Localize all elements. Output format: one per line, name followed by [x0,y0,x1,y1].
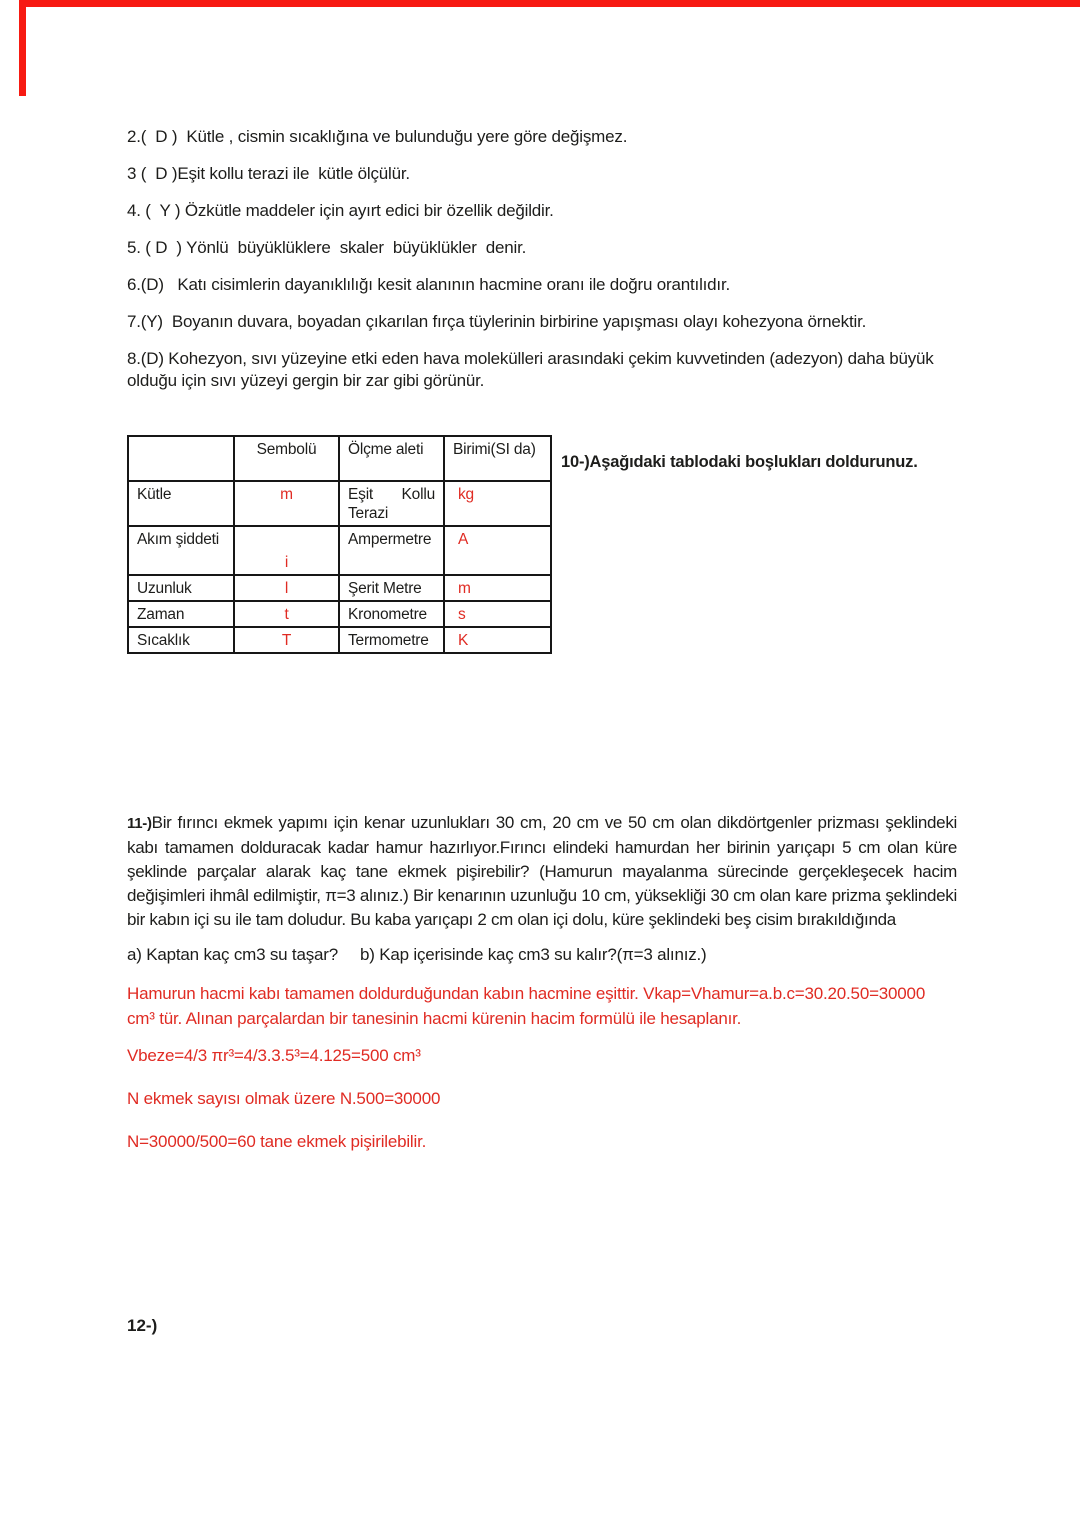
header-empty-cell [128,436,234,481]
table-row-length [128,575,551,601]
red-left-margin-line [19,0,26,96]
question-10-block [127,435,957,654]
question-11-paragraph [127,811,957,932]
question-11-number: 11-) [127,815,152,832]
instrument-cell: Ampermetre [339,526,444,575]
table-row-time [128,601,551,627]
table-header-row [128,436,551,481]
true-false-statements [127,126,957,392]
question-11 [127,811,957,965]
instrument-cell: Termometre [339,627,444,653]
question-11-subquestions [127,944,957,966]
statement-4: 4. ( Y ) Özkütle maddeler için ayırt edici bir özellik değildir. [127,201,554,220]
statement-3: 3 ( D )Eşit kollu terazi ile kütle ölçülür. [127,164,410,183]
header-symbol-cell: Sembolü [234,436,339,481]
answer-count-line: N ekmek sayısı olmak üzere N.500=30000 [127,1089,441,1108]
unit-answer-cell: m [444,575,551,601]
statement-8: 8.(D) Kohezyon, sıvı yüzeyine etki eden hava molekülleri arasındaki çekim kuvvetinden (adezyon) daha büyük olduğu için sıvı yüzeyi gergin bir zar gibi görünür. [127,349,939,390]
page-content [127,126,957,1337]
table-row-mass [128,481,551,526]
unit-answer-cell: A [444,526,551,575]
answer-solution-11 [127,981,957,1153]
answer-paragraph: Hamurun hacmi kabı tamamen doldurduğundan kabın hacmine eşittir. Vkap=Vhamur=a.b.c=30.20.50=30000 cm³ tür. Alınan parçalardan bir tanesinin hacmi kürenin hacim formülü ile hesaplanır. [127,984,926,1028]
question-11b: b) Kap içerisinde kaç cm3 su kalır?(π=3 alınız.) [360,945,707,964]
statement-6: 6.(D) Katı cisimlerin dayanıklılığı kesit alanının hacmine oranı ile doğru orantılıdır. [127,275,730,294]
instrument-cell: Eşit Kollu Terazi [339,481,444,526]
unit-answer-cell: kg [444,481,551,526]
question-12-label: 12-) [127,1316,158,1335]
statement-7: 7.(Y) Boyanın duvara, boyadan çıkarılan fırça tüylerinin birbirine yapışması olayı kohezyona örnektir. [127,312,867,331]
symbol-answer-cell: t [234,601,339,627]
quantity-cell: Uzunluk [128,575,234,601]
symbol-answer-cell: T [234,627,339,653]
symbol-answer-cell: l [234,575,339,601]
question-10-label: 10-)Aşağıdaki tablodaki boşlukları doldurunuz. [561,453,918,471]
unit-answer-cell: s [444,601,551,627]
quantity-cell: Sıcaklık [128,627,234,653]
statement-2: 2.( D ) Kütle , cismin sıcaklığına ve bulunduğu yere göre değişmez. [127,127,628,146]
answer-result-line: N=30000/500=60 tane ekmek pişirilebilir. [127,1132,427,1151]
instrument-cell: Şerit Metre [339,575,444,601]
statement-5: 5. ( D ) Yönlü büyüklüklere skaler büyüklükler denir. [127,238,527,257]
quantity-cell: Zaman [128,601,234,627]
header-instrument-cell: Ölçme aleti [339,436,444,481]
quantity-cell: Kütle [128,481,234,526]
unit-answer-cell: K [444,627,551,653]
table-row-current [128,526,551,575]
quantity-cell: Akım şiddeti [128,526,234,575]
red-top-margin-line [19,0,1080,7]
answer-volume-line: Vbeze=4/3 πr³=4/3.3.5³=4.125=500 cm³ [127,1046,421,1065]
question-11a: a) Kaptan kaç cm3 su taşar? [127,945,338,964]
symbol-answer-cell: i [234,526,339,575]
symbol-answer-cell: m [234,481,339,526]
table-row-temperature [128,627,551,653]
si-units-table [127,435,552,654]
instrument-cell: Kronometre [339,601,444,627]
header-unit-cell: Birimi(SI da) [444,436,551,481]
question-11-text: Bir fırıncı ekmek yapımı için kenar uzunlukları 30 cm, 20 cm ve 50 cm olan dikdörtgenler prizması şeklindeki kabı tamamen dolduracak kadar hamur hazırlıyor.Fırıncı elindeki hamurdan her birinin yarıçapı 5 cm olan küre şeklinde parçalar alarak kaç tane ekmek pişirebilir? (Hamurun mayalanma sürecinde gerçekleşecek hacim değişimleri ihmâl edilmiştir, π=3 alınız.) Bir kenarının uzunluğu 10 cm, yüksekliği 30 cm olan kare prizma şeklindeki bir kabın içi su ile tam doludur. Bu kaba yarıçapı 2 cm olan içi dolu, küre şeklindeki beş cisim bırakıldığında [127,813,957,929]
